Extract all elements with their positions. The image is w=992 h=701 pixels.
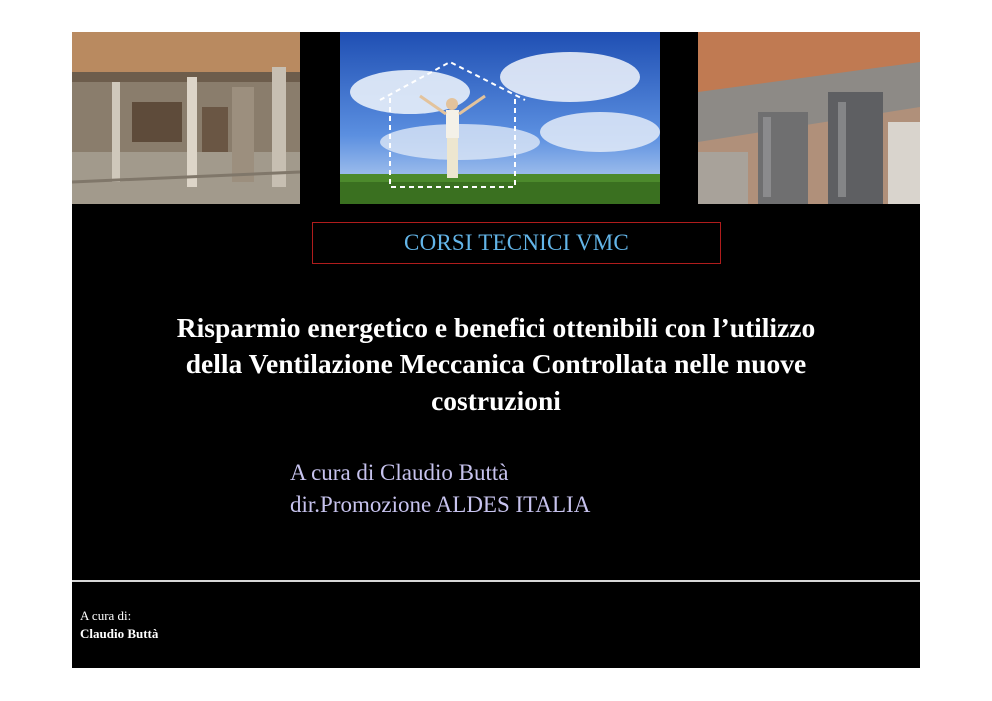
course-label: CORSI TECNICI VMC	[404, 230, 629, 255]
construction-site-photo	[72, 32, 300, 204]
author-line: A cura di Claudio Buttà	[290, 460, 509, 485]
title-line: costruzioni	[431, 384, 561, 416]
footer-name: Claudio Buttà	[80, 626, 159, 642]
concrete-pillars-photo	[698, 32, 920, 204]
footer-label: A cura di:	[80, 608, 132, 623]
slide	[72, 32, 920, 668]
author-role-line: dir.Promozione ALDES ITALIA	[290, 492, 591, 518]
footer-divider	[72, 580, 920, 582]
slide-title	[92, 310, 900, 419]
course-label-box	[312, 222, 721, 264]
author-block	[290, 457, 590, 521]
house-sky-photo	[340, 32, 660, 204]
title-line: Risparmio energetico e benefici ottenibili con l’utilizzo	[176, 312, 816, 343]
footer	[80, 607, 158, 644]
title-line: della Ventilazione Meccanica Controllata nelle nuove	[185, 348, 807, 380]
